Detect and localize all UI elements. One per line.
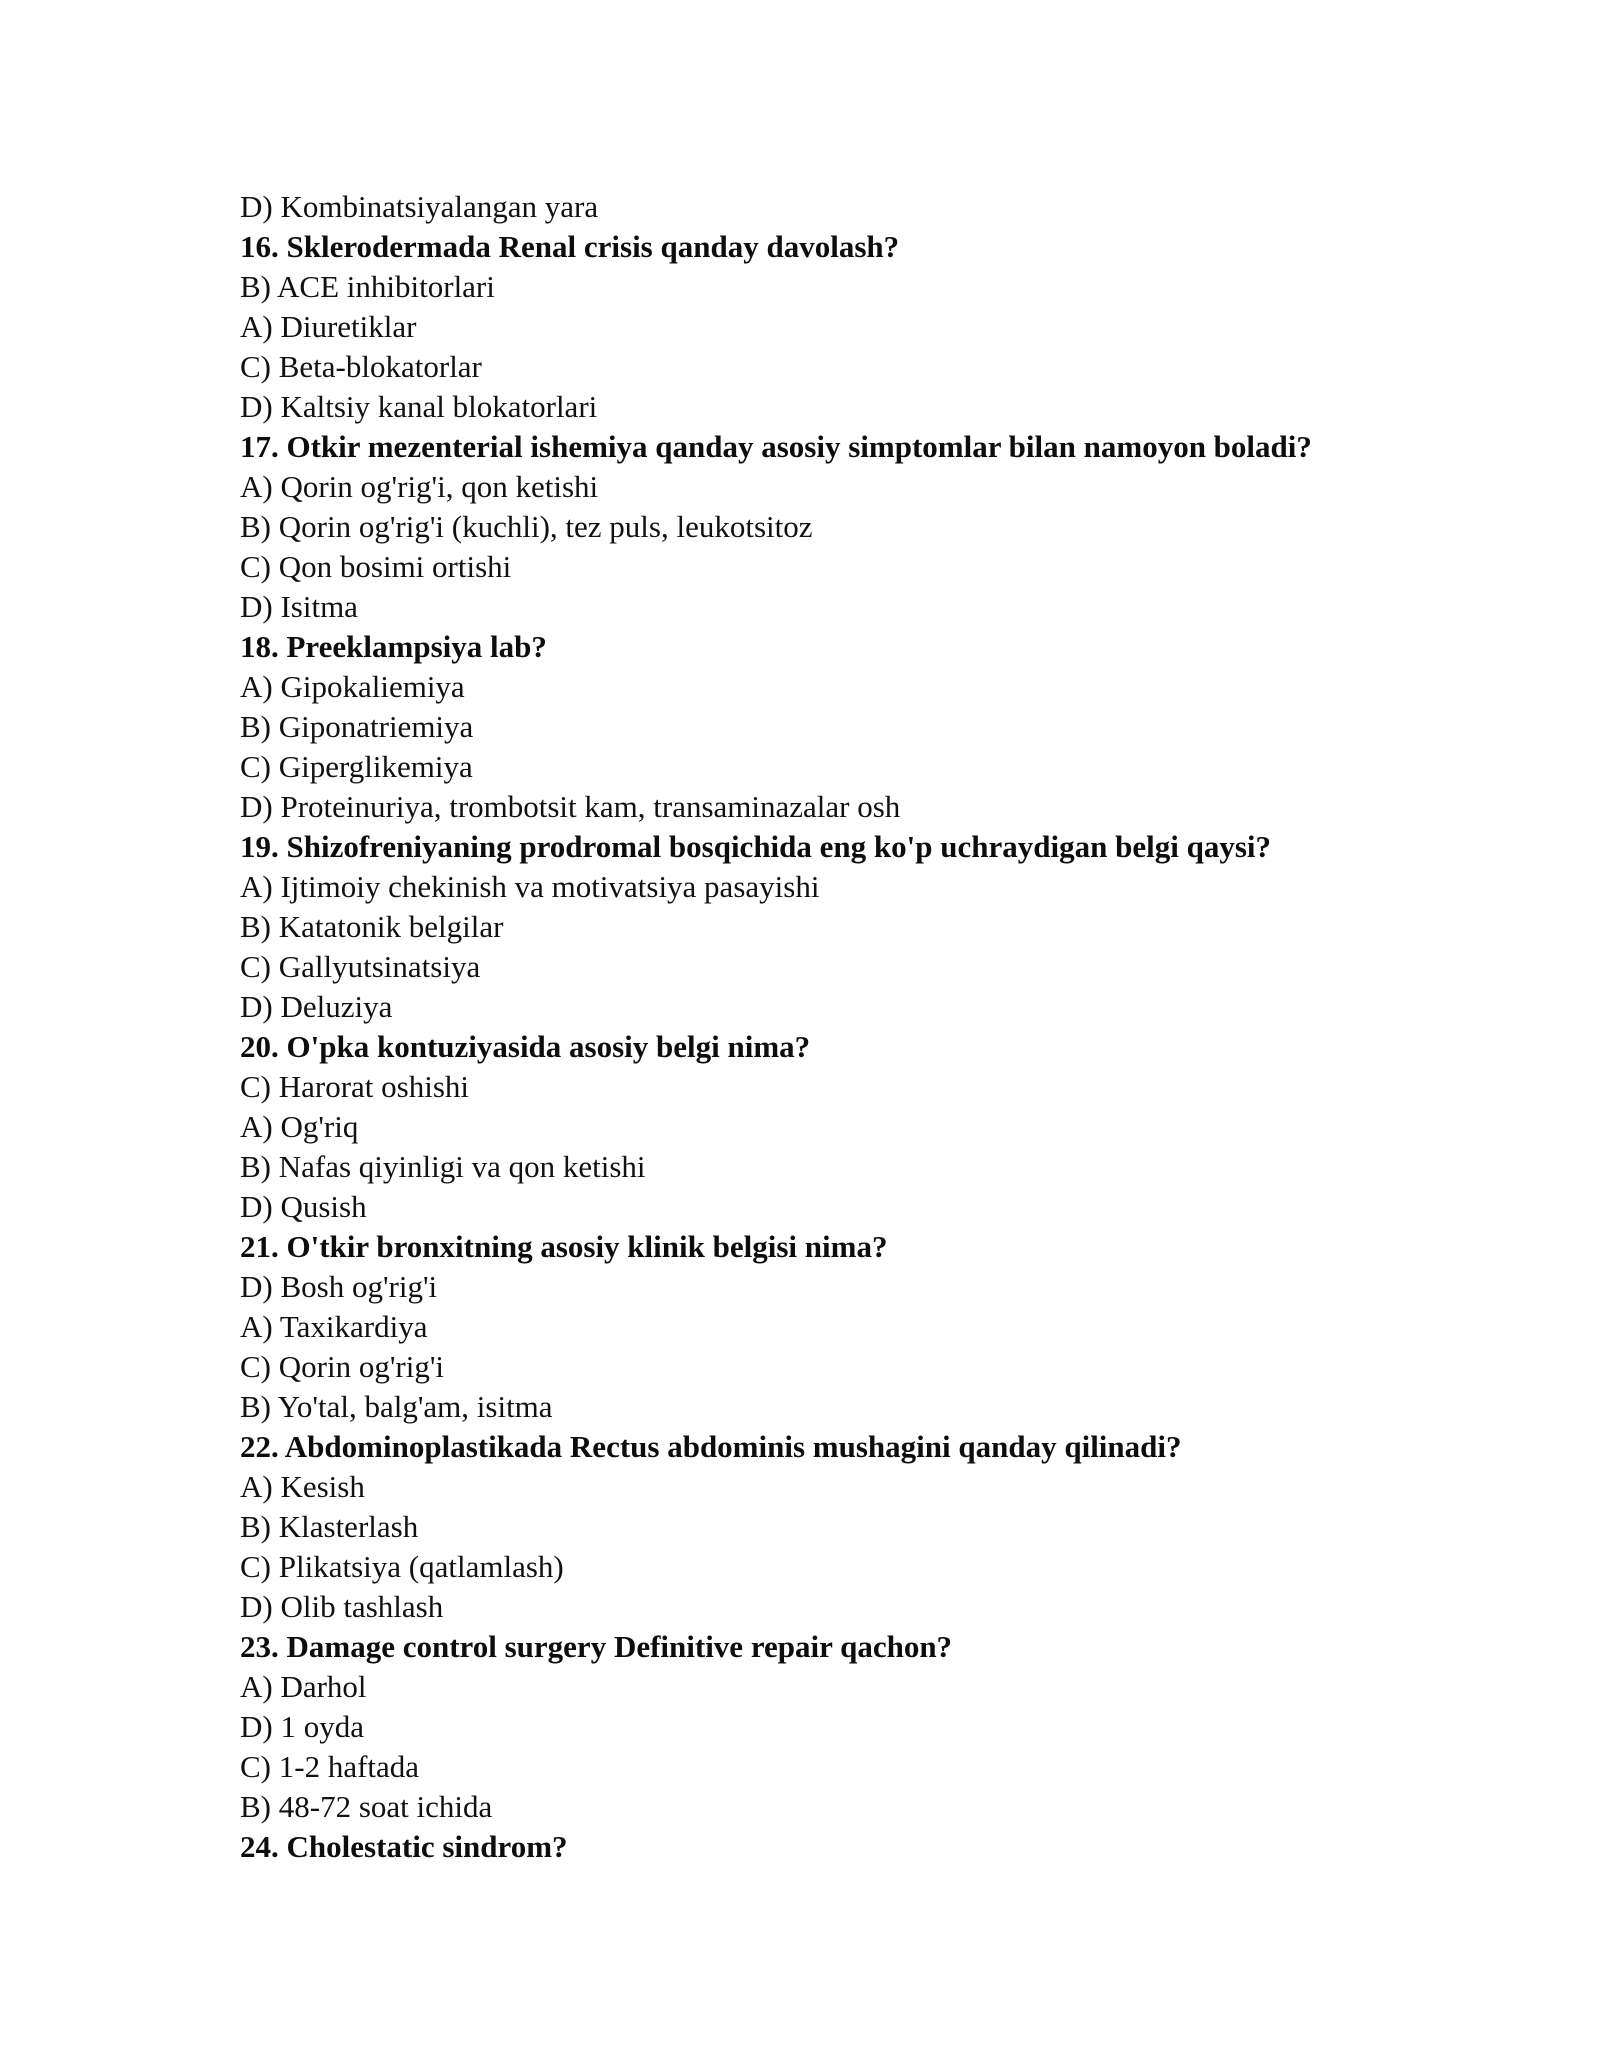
- answer-option: C) Plikatsiya (qatlamlash): [240, 1549, 564, 1584]
- question-heading: 18. Preeklampsiya lab?: [240, 629, 547, 664]
- answer-option: A) Diuretiklar: [240, 309, 417, 344]
- answer-option: C) Beta-blokatorlar: [240, 349, 482, 384]
- answer-option: D) Isitma: [240, 589, 358, 624]
- answer-option: B) Katatonik belgilar: [240, 909, 504, 944]
- answer-option: C) Qon bosimi ortishi: [240, 549, 512, 584]
- question-heading: 22. Abdominoplastikada Rectus abdominis mushagini qanday qilinadi?: [240, 1429, 1182, 1464]
- question-heading: 19. Shizofreniyaning prodromal bosqichida eng ko'p uchraydigan belgi qaysi?: [240, 829, 1271, 864]
- answer-option: B) Nafas qiyinligi va qon ketishi: [240, 1149, 646, 1184]
- answer-option: C) Harorat oshishi: [240, 1069, 470, 1104]
- answer-option: D) Bosh og'rig'i: [240, 1269, 438, 1304]
- answer-option: B) Qorin og'rig'i (kuchli), tez puls, leukotsitoz: [240, 509, 813, 544]
- answer-option: B) 48-72 soat ichida: [240, 1789, 493, 1824]
- answer-option: A) Ijtimoiy chekinish va motivatsiya pasayishi: [240, 869, 820, 904]
- answer-option: D) Kaltsiy kanal blokatorlari: [240, 389, 598, 424]
- question-heading: 16. Sklerodermada Renal crisis qanday davolash?: [240, 229, 900, 264]
- answer-option: A) Og'riq: [240, 1109, 359, 1144]
- question-heading: 24. Cholestatic sindrom?: [240, 1829, 568, 1864]
- answer-option: C) Gallyutsinatsiya: [240, 949, 481, 984]
- answer-option: A) Kesish: [240, 1469, 365, 1504]
- answer-option: B) ACE inhibitorlari: [240, 269, 495, 304]
- question-heading: 17. Otkir mezenterial ishemiya qanday asosiy simptomlar bilan namoyon boladi?: [240, 429, 1312, 464]
- answer-option: D) Qusish: [240, 1189, 367, 1224]
- answer-option: B) Yo'tal, balg'am, isitma: [240, 1389, 553, 1424]
- answer-option: D) Deluziya: [240, 989, 393, 1024]
- answer-option: D) Kombinatsiyalangan yara: [240, 189, 599, 224]
- answer-option: C) Giperglikemiya: [240, 749, 473, 784]
- answer-option: D) Olib tashlash: [240, 1589, 444, 1624]
- answer-option: A) Darhol: [240, 1669, 367, 1704]
- answer-option: C) 1-2 haftada: [240, 1749, 420, 1784]
- answer-option: B) Giponatriemiya: [240, 709, 474, 744]
- question-heading: 23. Damage control surgery Definitive repair qachon?: [240, 1629, 953, 1664]
- question-heading: 20. O'pka kontuziyasida asosiy belgi nima?: [240, 1029, 811, 1064]
- question-heading: 21. O'tkir bronxitning asosiy klinik belgisi nima?: [240, 1229, 888, 1264]
- answer-option: D) 1 oyda: [240, 1709, 364, 1744]
- answer-option: A) Taxikardiya: [240, 1309, 428, 1344]
- answer-option: C) Qorin og'rig'i: [240, 1349, 445, 1384]
- answer-option: B) Klasterlash: [240, 1509, 419, 1544]
- document-body: [240, 187, 1440, 1867]
- answer-option: A) Gipokaliemiya: [240, 669, 465, 704]
- answer-option: A) Qorin og'rig'i, qon ketishi: [240, 469, 599, 504]
- answer-option: D) Proteinuriya, trombotsit kam, transaminazalar osh: [240, 789, 901, 824]
